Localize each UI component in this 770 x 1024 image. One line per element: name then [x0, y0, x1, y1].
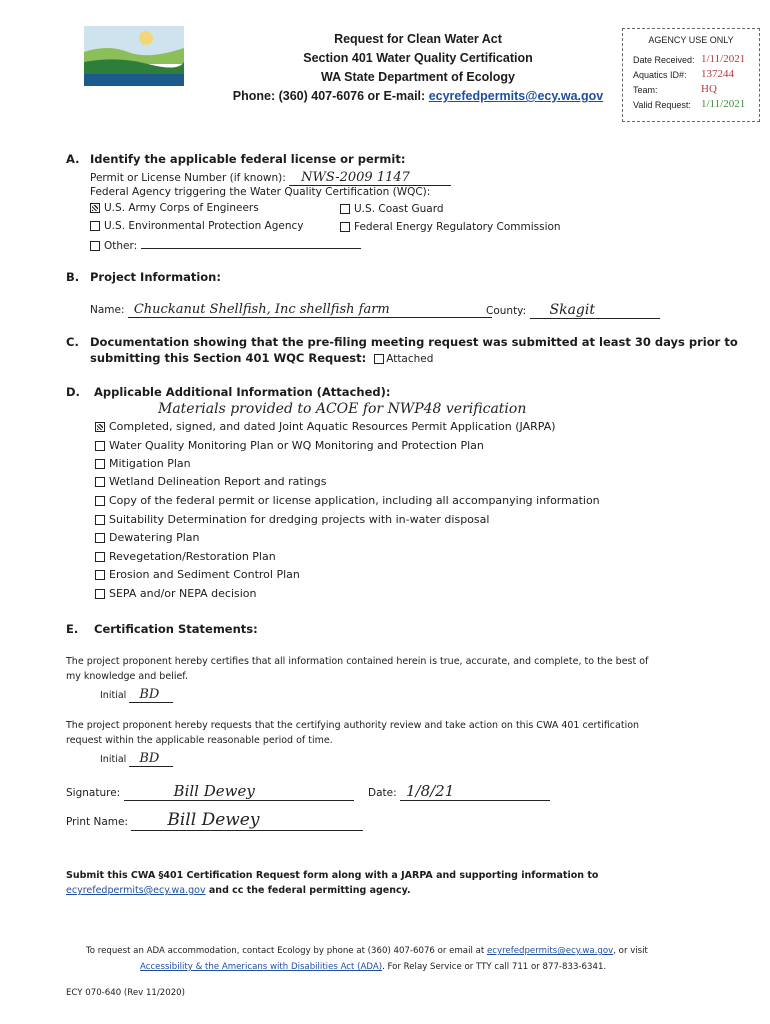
option-other[interactable] [90, 237, 361, 252]
permit-number-field[interactable]: NWS-2009 1147 [289, 170, 451, 186]
section-b-letter: B. [66, 270, 80, 284]
submit-line2-suffix: and cc the federal permitting agency. [208, 885, 411, 896]
submit-email-link[interactable]: ecyrefedpermits@ecy.wa.gov [66, 885, 206, 896]
date-received-value: 1/11/2021 [701, 53, 746, 65]
county-field[interactable]: Skagit [530, 302, 660, 319]
permit-number-row [90, 170, 451, 186]
coast-guard-label: U.S. Coast Guard [354, 203, 444, 215]
other-field[interactable] [141, 237, 361, 249]
mitigation-checkbox[interactable] [95, 459, 105, 469]
epa-checkbox[interactable] [90, 221, 100, 231]
sepa-nepa-label: SEPA and/or NEPA decision [109, 587, 257, 600]
form-title-block [218, 30, 618, 106]
valid-request-value: 1/11/2021 [701, 98, 746, 110]
federal-permit-copy-checkbox[interactable] [95, 496, 105, 506]
wq-monitoring-checkbox[interactable] [95, 441, 105, 451]
attached-option[interactable] [370, 353, 433, 365]
section-d-handwritten-note: Materials provided to ACOE for NWP48 verification [158, 401, 527, 417]
ada-email-link[interactable]: ecyrefedpermits@ecy.wa.gov [486, 946, 614, 956]
doc-item-mitigation[interactable] [95, 457, 191, 470]
initial1-field[interactable]: BD [129, 687, 173, 703]
ada-accessibility-link[interactable]: Accessibility & the Americans with Disabilities Act (ADA) [140, 962, 383, 972]
statement2-line2: request within the applicable reasonable period of time. [66, 735, 333, 746]
federal-permit-copy-label: Copy of the federal permit or license application, including all accompanying information [109, 494, 600, 507]
section-c-heading-line2 [90, 351, 433, 365]
form-title-line1: Request for Clean Water Act [334, 32, 502, 46]
agency-box-title: AGENCY USE ONLY [648, 35, 734, 45]
ada-line2 [140, 962, 606, 972]
section-a-letter: A. [66, 152, 80, 166]
initial1-label: Initial [100, 690, 127, 701]
wetland-label: Wetland Delineation Report and ratings [109, 475, 327, 488]
option-coast-guard[interactable] [340, 203, 444, 215]
jarpa-label: Completed, signed, and dated Joint Aquatic Resources Permit Application (JARPA) [109, 420, 556, 433]
print-name-label: Print Name: [66, 816, 129, 828]
dewatering-checkbox[interactable] [95, 533, 105, 543]
revegetation-label: Revegetation/Restoration Plan [109, 550, 276, 563]
attached-checkbox[interactable] [374, 354, 384, 364]
form-title-line2: Section 401 Water Quality Certification [303, 51, 533, 65]
coast-guard-checkbox[interactable] [340, 204, 350, 214]
option-ferc[interactable] [340, 221, 561, 233]
doc-item-suitability[interactable] [95, 513, 489, 526]
date-received-label: Date Received: [633, 55, 695, 65]
print-name-row [66, 810, 363, 831]
ada-line1 [86, 946, 648, 956]
initial2-row [100, 751, 173, 767]
date-field[interactable]: 1/8/21 [400, 782, 550, 801]
form-number: ECY 070-640 (Rev 11/2020) [66, 988, 185, 998]
epa-label: U.S. Environmental Protection Agency [104, 220, 304, 232]
aquatics-id-label: Aquatics ID#: [633, 70, 687, 80]
initial2-label: Initial [100, 754, 127, 765]
phone-text: Phone: (360) 407-6076 or E-mail: [232, 89, 426, 103]
wq-monitoring-label: Water Quality Monitoring Plan or WQ Monitoring and Protection Plan [109, 439, 484, 452]
section-e-heading: Certification Statements: [94, 622, 258, 636]
section-d-heading: Applicable Additional Information (Attached): [94, 385, 391, 399]
date-label: Date: [368, 787, 397, 799]
option-army-corps[interactable] [90, 202, 259, 214]
form-title-line3: WA State Department of Ecology [320, 70, 515, 84]
option-epa[interactable] [90, 220, 304, 232]
ferc-label: Federal Energy Regulatory Commission [354, 221, 561, 233]
header-email-link[interactable]: ecyrefedpermits@ecy.wa.gov [428, 89, 604, 103]
statement1-line1: The project proponent hereby certifies that all information contained herein is true, accurate, and complete, to the best of [66, 656, 649, 667]
suitability-checkbox[interactable] [95, 515, 105, 525]
initial2-field[interactable]: BD [129, 751, 173, 767]
team-value: HQ [701, 83, 717, 95]
contact-line [218, 87, 618, 106]
signature-row [66, 782, 354, 801]
project-name-field[interactable]: Chuckanut Shellfish, Inc shellfish farm [128, 302, 492, 318]
doc-item-sepa-nepa[interactable] [95, 587, 257, 600]
doc-item-erosion[interactable] [95, 568, 300, 581]
aquatics-id-value: 137244 [701, 68, 734, 80]
print-name-field[interactable]: Bill Dewey [131, 810, 363, 831]
section-e-letter: E. [66, 622, 79, 636]
suitability-label: Suitability Determination for dredging projects with in-water disposal [109, 513, 490, 526]
wetland-checkbox[interactable] [95, 477, 105, 487]
ada-line1-text: To request an ADA accommodation, contact Ecology by phone at (360) 407-6076 or email at [86, 946, 485, 956]
signature-field[interactable]: Bill Dewey [124, 782, 354, 801]
project-name-label: Name: [90, 304, 125, 316]
county-row [486, 302, 660, 319]
submit-line1: Submit this CWA §401 Certification Request form along with a JARPA and supporting information to [66, 870, 599, 881]
dewatering-label: Dewatering Plan [109, 531, 200, 544]
initial1-row [100, 687, 173, 703]
other-checkbox[interactable] [90, 241, 100, 251]
permit-number-label: Permit or License Number (if known): [90, 172, 286, 184]
section-c-letter: C. [66, 335, 79, 349]
ada-line2-suffix: . For Relay Service or TTY call 711 or 877-833-6341. [382, 962, 607, 972]
federal-agency-label: Federal Agency triggering the Water Quality Certification (WQC): [90, 186, 431, 198]
doc-item-federal-permit-copy[interactable] [95, 494, 600, 507]
submit-line2 [66, 885, 411, 896]
army-corps-label: U.S. Army Corps of Engineers [104, 202, 259, 214]
ferc-checkbox[interactable] [340, 222, 350, 232]
section-c-heading-line1: Documentation showing that the pre-filing meeting request was submitted at least 30 days prior to [90, 335, 738, 349]
doc-item-jarpa[interactable] [95, 420, 556, 433]
erosion-checkbox[interactable] [95, 570, 105, 580]
jarpa-checkbox[interactable] [95, 422, 105, 432]
erosion-label: Erosion and Sediment Control Plan [109, 568, 300, 581]
statement1-line2: my knowledge and belief. [66, 671, 188, 682]
valid-request-label: Valid Request: [633, 100, 691, 110]
mitigation-label: Mitigation Plan [109, 457, 191, 470]
date-row [368, 782, 550, 801]
ada-line1-suffix: , or visit [613, 946, 648, 956]
other-label: Other: [104, 240, 138, 252]
washington-state-logo-icon [78, 22, 208, 108]
revegetation-checkbox[interactable] [95, 552, 105, 562]
team-label: Team: [633, 85, 658, 95]
doc-item-revegetation[interactable] [95, 550, 276, 563]
doc-item-wetland[interactable] [95, 475, 326, 488]
attached-label: Attached [386, 353, 434, 365]
statement2-line1: The project proponent hereby requests that the certifying authority review and take action on this CWA 401 certification [66, 720, 640, 731]
doc-item-dewatering[interactable] [95, 531, 200, 544]
army-corps-checkbox[interactable] [90, 203, 100, 213]
project-name-row [90, 302, 492, 318]
sepa-nepa-checkbox[interactable] [95, 589, 105, 599]
county-label: County: [486, 305, 527, 317]
doc-item-wq-monitoring[interactable] [95, 439, 484, 452]
ecology-logo [78, 22, 208, 108]
section-d-letter: D. [66, 385, 80, 399]
agency-use-only-box [622, 28, 760, 122]
section-c-heading-line2-text: submitting this Section 401 WQC Request: [90, 351, 367, 365]
signature-label: Signature: [66, 787, 121, 799]
section-a-heading: Identify the applicable federal license or permit: [90, 152, 406, 166]
section-b-heading: Project Information: [90, 270, 221, 284]
